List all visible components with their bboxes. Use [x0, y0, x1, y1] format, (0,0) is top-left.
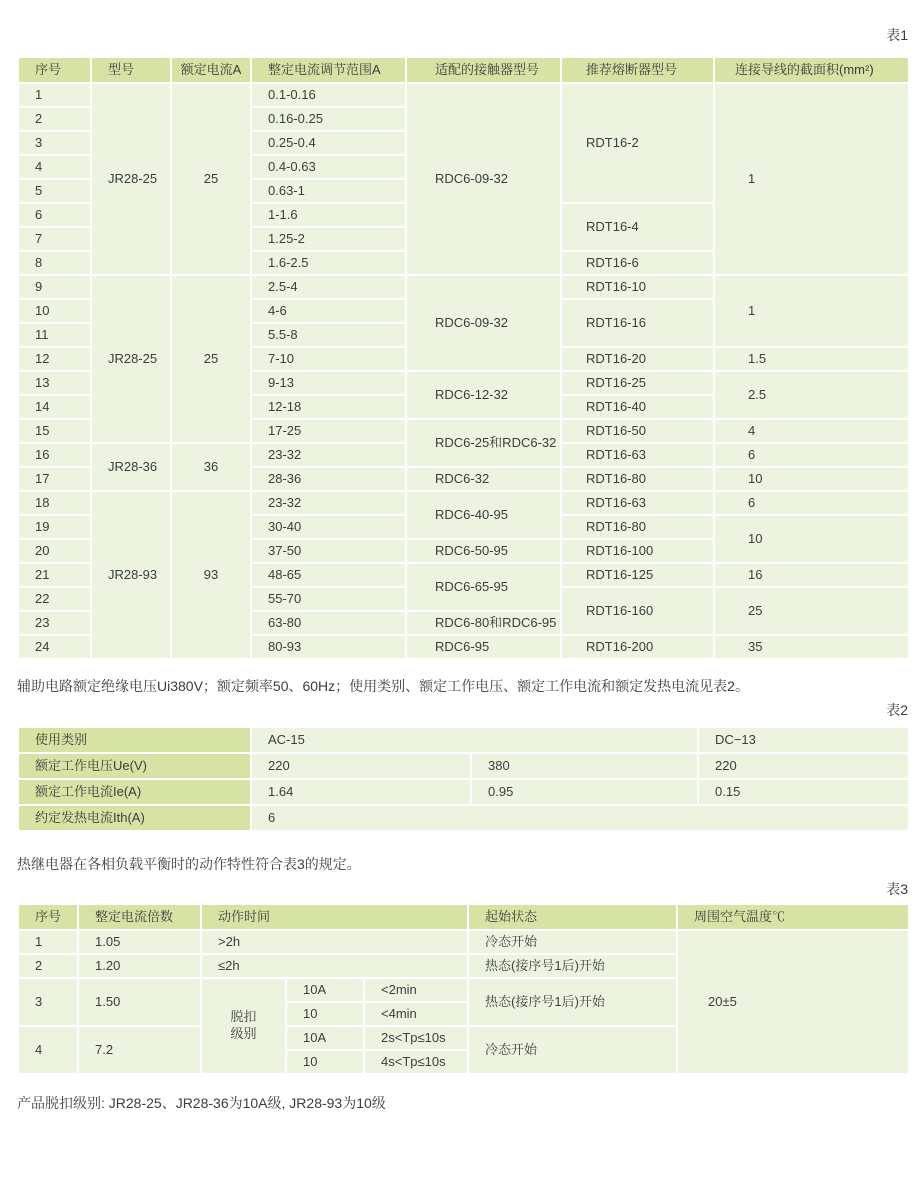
table-row [18, 491, 909, 515]
table-row [18, 83, 909, 107]
cell: 5 [18, 179, 91, 203]
cell: 21 [18, 563, 91, 587]
cell: 0.25-0.4 [251, 131, 406, 155]
cell: RDT16-2 [561, 83, 714, 203]
table2-caption: 表2 [886, 702, 908, 718]
cell: <2min [364, 978, 468, 1002]
header-cell: 额定工作电流Ie(A) [18, 779, 251, 805]
cell: ≤2h [201, 954, 468, 978]
cell: 9-13 [251, 371, 406, 395]
cell: RDT16-40 [561, 395, 714, 419]
cell: 36 [171, 443, 251, 491]
cell: JR28-25 [91, 275, 171, 443]
cell: 1.20 [78, 954, 201, 978]
cell: 17-25 [251, 419, 406, 443]
cell: 19 [18, 515, 91, 539]
paragraph-thermal-relay: 热继电器在各相负载平衡时的动作特性符合表3的规定。 [17, 856, 361, 872]
table-row [18, 753, 909, 779]
cell: 0.95 [471, 779, 698, 805]
cell: 7 [18, 227, 91, 251]
cell: 1.50 [78, 978, 201, 1026]
cell: JR28-36 [91, 443, 171, 491]
header-cell: 整定电流倍数 [78, 904, 201, 930]
table-row [18, 930, 909, 954]
table-row [18, 779, 909, 805]
cell: 6 [18, 203, 91, 227]
cell: RDT16-63 [561, 491, 714, 515]
cell: 4s<Tp≤10s [364, 1050, 468, 1074]
cell: 14 [18, 395, 91, 419]
cell: 1 [18, 930, 78, 954]
header-cell: 周围空气温度℃ [677, 904, 909, 930]
cell: 20 [18, 539, 91, 563]
cell: 28-36 [251, 467, 406, 491]
cell: RDC6-25和RDC6-32 [406, 419, 561, 467]
cell: 12-18 [251, 395, 406, 419]
data-table [17, 726, 910, 832]
cell: RDC6-65-95 [406, 563, 561, 611]
cell: RDT16-16 [561, 299, 714, 347]
cell: 2 [18, 954, 78, 978]
cell: RDT16-80 [561, 467, 714, 491]
cell: 9 [18, 275, 91, 299]
cell: 4 [18, 155, 91, 179]
cell: 93 [171, 491, 251, 659]
cell: 冷态开始 [468, 930, 677, 954]
cell: 1 [714, 275, 909, 347]
header-cell: 适配的接触器型号 [406, 57, 561, 83]
cell: RDT16-4 [561, 203, 714, 251]
cell: 23-32 [251, 443, 406, 467]
header-cell: 推荐熔断器型号 [561, 57, 714, 83]
cell: RDC6-40-95 [406, 491, 561, 539]
cell: 12 [18, 347, 91, 371]
cell: RDT16-25 [561, 371, 714, 395]
cell: 热态(接序号1后)开始 [468, 978, 677, 1026]
cell: 10A [286, 978, 364, 1002]
header-row [18, 904, 909, 930]
cell: >2h [201, 930, 468, 954]
header-cell: 序号 [18, 57, 91, 83]
cell: 23-32 [251, 491, 406, 515]
cell: JR28-25 [91, 83, 171, 275]
cell: 10 [714, 515, 909, 563]
cell: 4-6 [251, 299, 406, 323]
cell: RDT16-125 [561, 563, 714, 587]
cell: 25 [171, 275, 251, 443]
cell: 30-40 [251, 515, 406, 539]
cell: 10A [286, 1026, 364, 1050]
cell: 2 [18, 107, 91, 131]
cell: 6 [714, 491, 909, 515]
cell: 0.63-1 [251, 179, 406, 203]
cell: 5.5-8 [251, 323, 406, 347]
cell: 1 [18, 83, 91, 107]
cell: RDT16-63 [561, 443, 714, 467]
cell: AC-15 [251, 727, 698, 753]
cell: 25 [171, 83, 251, 275]
cell: 10 [18, 299, 91, 323]
cell: 6 [714, 443, 909, 467]
cell: RDT16-50 [561, 419, 714, 443]
table2-ratings-table [17, 726, 920, 832]
cell: 10 [286, 1002, 364, 1026]
cell: 4 [18, 1026, 78, 1074]
header-cell: 起始状态 [468, 904, 677, 930]
cell: 2.5 [714, 371, 909, 419]
cell: RDT16-20 [561, 347, 714, 371]
cell: 0.4-0.63 [251, 155, 406, 179]
cell: RDC6-80和RDC6-95 [406, 611, 561, 635]
cell: 8 [18, 251, 91, 275]
cell: RDC6-50-95 [406, 539, 561, 563]
cell: 18 [18, 491, 91, 515]
cell: 1 [714, 83, 909, 275]
cell: RDT16-100 [561, 539, 714, 563]
cell: 380 [471, 753, 698, 779]
cell: 13 [18, 371, 91, 395]
header-cell: 约定发热电流Ith(A) [18, 805, 251, 831]
cell: 16 [18, 443, 91, 467]
footnote-trip-class: 产品脱扣级别: JR28-25、JR28-36为10A级, JR28-93为10级 [17, 1095, 386, 1111]
cell: 15 [18, 419, 91, 443]
header-row [18, 727, 909, 753]
cell: 80-93 [251, 635, 406, 659]
cell: 220 [251, 753, 471, 779]
header-cell: 额定电流A [171, 57, 251, 83]
cell: 4 [714, 419, 909, 443]
cell: 3 [18, 131, 91, 155]
cell: 22 [18, 587, 91, 611]
cell: 1.6-2.5 [251, 251, 406, 275]
table1-selection-table [17, 56, 920, 660]
table-row [18, 805, 909, 831]
cell: RDT16-10 [561, 275, 714, 299]
cell: RDC6-09-32 [406, 275, 561, 371]
data-table [17, 56, 910, 660]
header-cell: 额定工作电压Ue(V) [18, 753, 251, 779]
cell: 16 [714, 563, 909, 587]
cell: 0.16-0.25 [251, 107, 406, 131]
cell: DC−13 [698, 727, 909, 753]
cell: 10 [286, 1050, 364, 1074]
cell: RDC6-09-32 [406, 83, 561, 275]
cell: 11 [18, 323, 91, 347]
header-row [18, 57, 909, 83]
cell: 2.5-4 [251, 275, 406, 299]
cell: 23 [18, 611, 91, 635]
header-cell: 整定电流调节范围A [251, 57, 406, 83]
cell: 1.64 [251, 779, 471, 805]
cell: 35 [714, 635, 909, 659]
cell: 7.2 [78, 1026, 201, 1074]
cell: 3 [18, 978, 78, 1026]
cell: RDT16-200 [561, 635, 714, 659]
cell: RDC6-32 [406, 467, 561, 491]
header-cell: 型号 [91, 57, 171, 83]
cell: 220 [698, 753, 909, 779]
cell: 10 [714, 467, 909, 491]
header-cell: 动作时间 [201, 904, 468, 930]
header-cell: 序号 [18, 904, 78, 930]
cell: RDT16-80 [561, 515, 714, 539]
table3-caption: 表3 [886, 881, 908, 897]
cell: 1-1.6 [251, 203, 406, 227]
cell: 55-70 [251, 587, 406, 611]
cell: JR28-93 [91, 491, 171, 659]
cell: RDC6-12-32 [406, 371, 561, 419]
cell: 脱扣级别 [201, 978, 286, 1074]
cell: 17 [18, 467, 91, 491]
cell: RDC6-95 [406, 635, 561, 659]
paragraph-auxiliary-circuit: 辅助电路额定绝缘电压Ui380V；额定频率50、60Hz；使用类别、额定工作电压、额定工作电流和额定发热电流见表2。 [17, 678, 749, 694]
header-cell: 连接导线的截面积(mm²) [714, 57, 909, 83]
table3-action-characteristics-table [17, 903, 920, 1075]
cell: 1.5 [714, 347, 909, 371]
cell: 1.05 [78, 930, 201, 954]
cell: 热态(接序号1后)开始 [468, 954, 677, 978]
cell: 1.25-2 [251, 227, 406, 251]
cell: 63-80 [251, 611, 406, 635]
cell: 37-50 [251, 539, 406, 563]
cell: 48-65 [251, 563, 406, 587]
cell: 2s<Tp≤10s [364, 1026, 468, 1050]
cell: <4min [364, 1002, 468, 1026]
cell: 24 [18, 635, 91, 659]
cell: 20±5 [677, 930, 909, 1074]
cell: RDT16-160 [561, 587, 714, 635]
header-cell: 使用类别 [18, 727, 251, 753]
cell: 7-10 [251, 347, 406, 371]
cell: 冷态开始 [468, 1026, 677, 1074]
table-row [18, 275, 909, 299]
cell: 0.1-0.16 [251, 83, 406, 107]
cell: 25 [714, 587, 909, 635]
cell: RDT16-6 [561, 251, 714, 275]
table1-caption: 表1 [886, 27, 908, 43]
cell: 6 [251, 805, 909, 831]
data-table [17, 903, 910, 1075]
cell: 0.15 [698, 779, 909, 805]
